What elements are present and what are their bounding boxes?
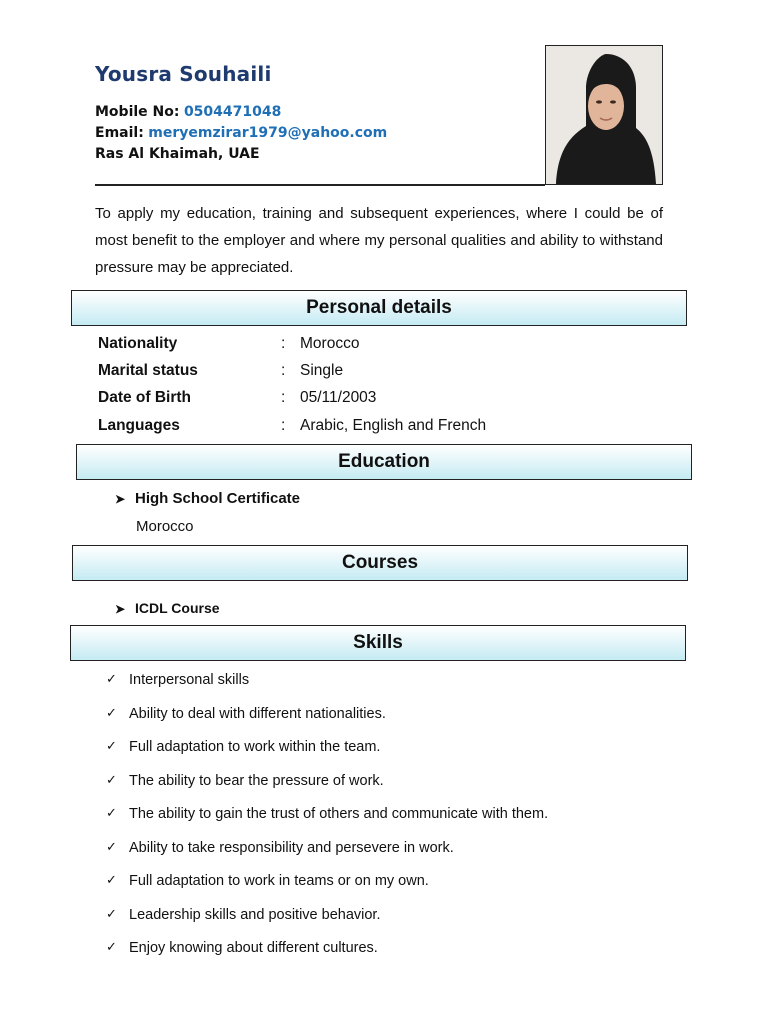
course-title: ICDL Course — [135, 600, 220, 616]
portrait-image — [546, 46, 662, 184]
list-item: ✓ Ability to take responsibility and persevere in work. — [106, 839, 454, 856]
list-item: ✓ Enjoy knowing about different cultures. — [106, 940, 378, 956]
list-item: ✓ The ability to bear the pressure of work. — [106, 772, 384, 789]
objective-text: To apply my education, training and subsequent experiences, where I could be of most benefit to the employer and where my personal qualities and ability to withstand pressure may be appreciated. — [95, 205, 663, 276]
detail-key: Nationality — [98, 335, 178, 352]
detail-colon: : — [281, 417, 286, 434]
detail-colon: : — [281, 362, 286, 379]
detail-row — [98, 389, 658, 411]
email-link[interactable]: meryemzirar1979@yahoo.com — [148, 125, 388, 141]
header-divider — [95, 184, 545, 186]
email-label: Email: — [95, 125, 144, 141]
checkmark-icon: ✓ — [106, 772, 117, 788]
list-item: ✓ Leadership skills and positive behavior. — [106, 906, 381, 923]
section-courses: Courses — [72, 545, 688, 581]
checkmark-icon: ✓ — [106, 940, 117, 955]
list-item: ✓ The ability to gain the trust of others and communicate with them. — [106, 806, 549, 822]
checkmark-icon: ✓ — [106, 705, 117, 721]
section-education: Education — [76, 444, 692, 480]
detail-value: Single — [300, 362, 344, 379]
mobile-value: 0504471048 — [183, 104, 282, 120]
checkmark-icon: ✓ — [106, 806, 117, 821]
detail-key: Date of Birth — [98, 389, 191, 406]
list-item: ✓ Ability to deal with different nationalities. — [106, 705, 386, 722]
email-line — [95, 125, 387, 141]
detail-row — [98, 417, 658, 439]
location: Ras Al Khaimah, UAE — [95, 146, 260, 162]
mobile-line — [95, 104, 281, 120]
course-item — [115, 600, 220, 616]
checkmark-icon: ✓ — [106, 672, 117, 687]
checkmark-icon: ✓ — [106, 739, 117, 754]
arrowhead-icon: ➤ — [115, 492, 126, 506]
detail-key: Marital status — [98, 362, 198, 379]
education-item — [115, 490, 300, 507]
profile-photo — [545, 45, 663, 185]
detail-colon: : — [281, 335, 286, 352]
detail-row — [98, 362, 658, 384]
detail-colon: : — [281, 389, 286, 406]
education-title: High School Certificate — [135, 490, 301, 507]
skills-list — [106, 672, 548, 974]
list-item: ✓ Interpersonal skills — [106, 672, 250, 688]
list-item: ✓ Full adaptation to work within the team. — [106, 739, 381, 755]
detail-value: Morocco — [300, 335, 360, 352]
arrowhead-icon: ➤ — [115, 602, 126, 616]
list-item: ✓ Full adaptation to work in teams or on my own. — [106, 873, 429, 889]
detail-row — [98, 335, 658, 357]
section-skills: Skills — [70, 625, 686, 661]
mobile-label: Mobile No: — [95, 104, 180, 120]
checkmark-icon: ✓ — [106, 873, 117, 888]
candidate-name: Yousra Souhaili — [95, 62, 272, 86]
education-location: Morocco — [136, 518, 194, 535]
detail-value: Arabic, English and French — [300, 417, 487, 434]
checkmark-icon: ✓ — [106, 906, 117, 922]
section-personal-details: Personal details — [71, 290, 687, 326]
checkmark-icon: ✓ — [106, 839, 117, 855]
detail-value: 05/11/2003 — [300, 389, 377, 406]
detail-key: Languages — [98, 417, 180, 434]
